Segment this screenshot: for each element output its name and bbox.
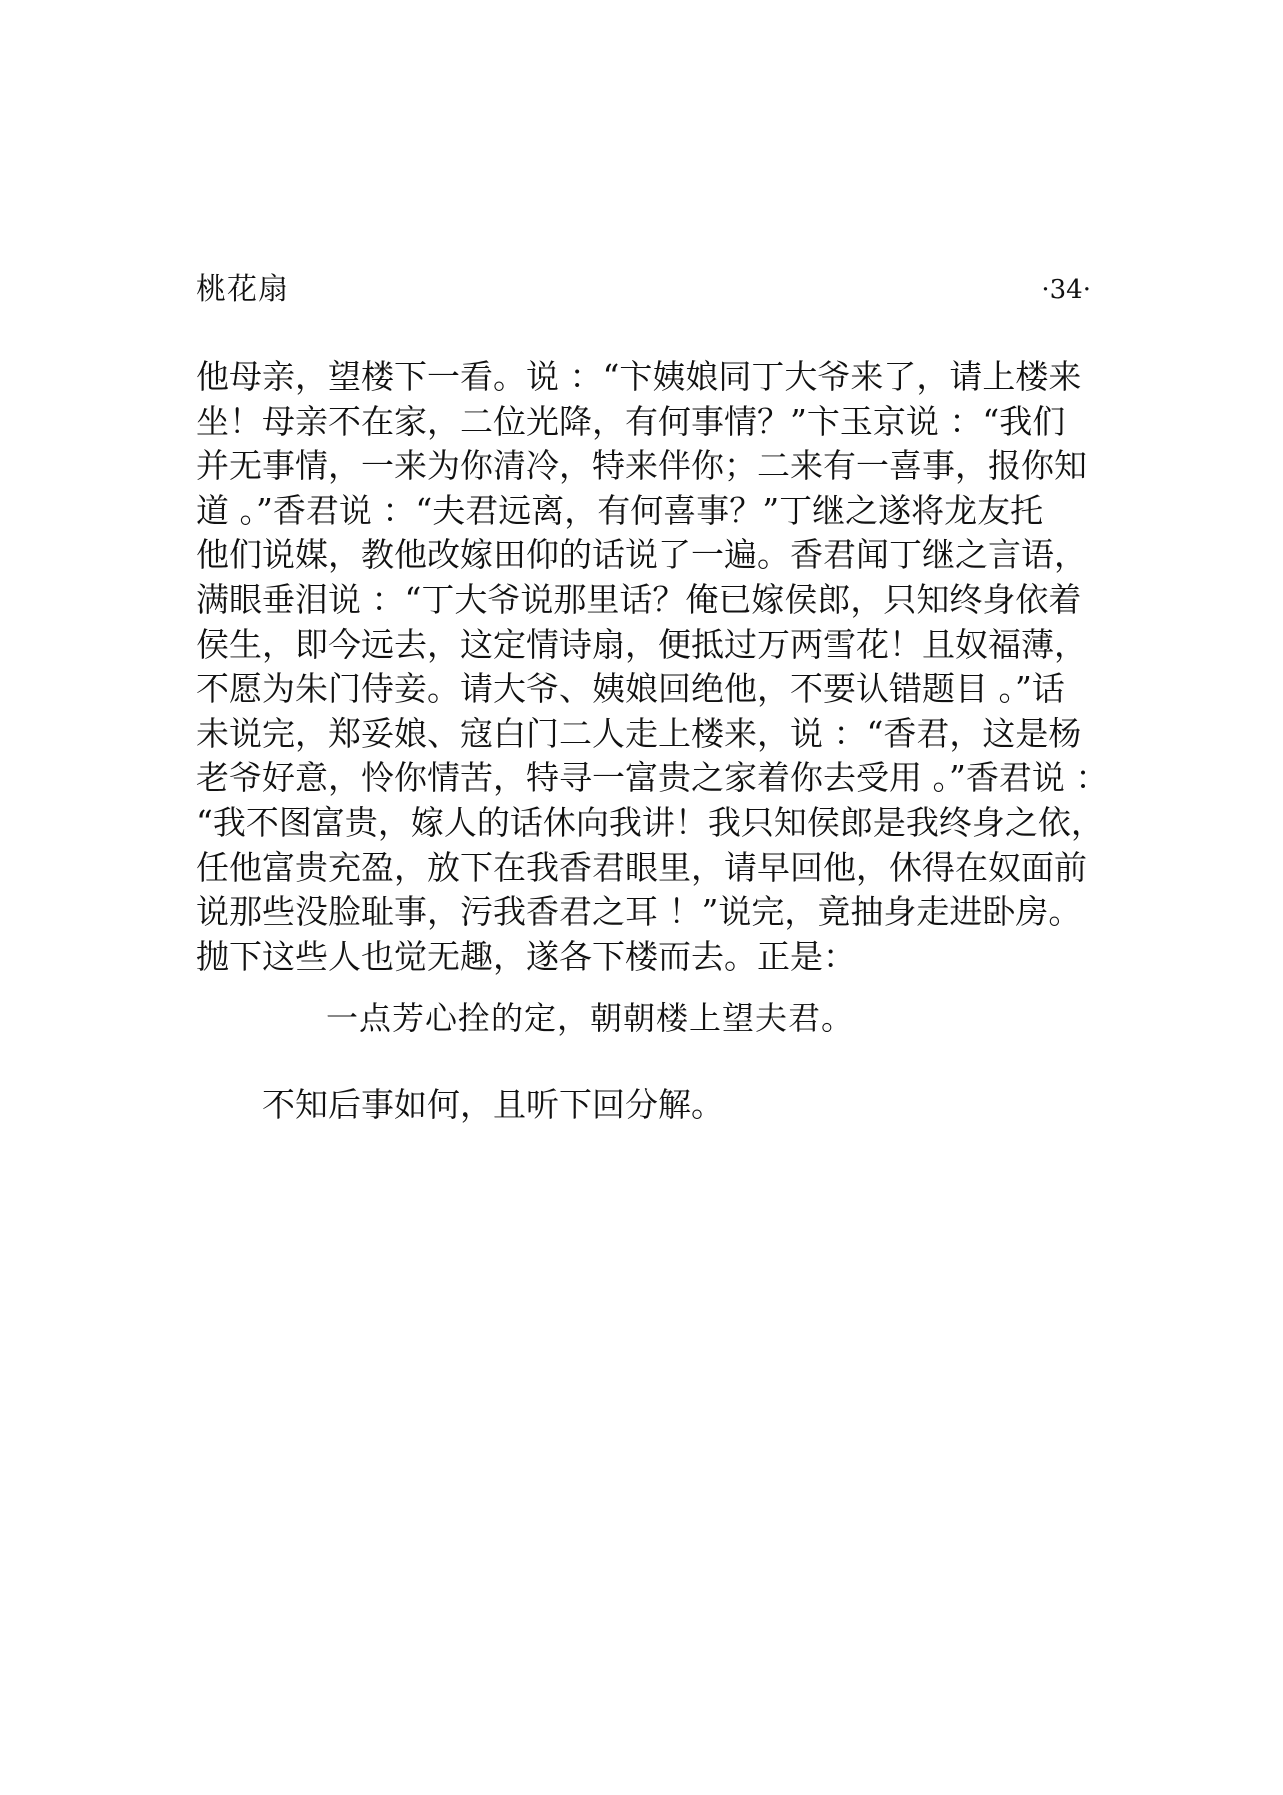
text-line: “我不图富贵，嫁人的话休向我讲！我只知侯郎是我终身之依，	[196, 802, 1104, 842]
text-line: 坐！母亲不在家，二位光降，有何事情？”卞玉京说 ：“我们	[196, 401, 1066, 441]
text-line: 他母亲，望楼下一看。说 ：“卞姨娘同丁大爷来了，请上楼来	[196, 357, 1082, 396]
text-line: 未说完，郑妥娘、寇白门二人走上楼来，说 ：“香君，这是杨	[196, 713, 1082, 753]
text-line: 道 。”香君说 ：“夫君远离，有何喜事？”丁继之遂将龙友托	[196, 490, 1044, 530]
closing-line: 不知后事如何，且听下回分解。	[262, 1085, 724, 1124]
text-line: 老爷好意，怜你情苦，特寻一富贵之家着你去受用 。”香君说 ：	[196, 758, 1109, 798]
poem-couplet: 一点芳心拴的定，朝朝楼上望夫君。	[326, 999, 855, 1037]
text-line: 说那些没脸耻事，污我香君之耳 ！”说完，竟抽身走进卧房。	[196, 892, 1082, 932]
page-number: ·34·	[1041, 275, 1091, 305]
text-line: 他们说媒，教他改嫁田仰的话说了一遍。香君闻丁继之言语，	[196, 535, 1087, 575]
text-line: 任他富贵充盈，放下在我香君眼里，请早回他，休得在奴面前	[196, 847, 1087, 887]
text-line: 抛下这些人也觉无趣，遂各下楼而去。正是：	[196, 936, 856, 976]
text-line: 侯生，即今远去，这定情诗扇，便抵过万两雪花！且奴福薄，	[196, 624, 1087, 664]
text-line: 不愿为朱门侍妾。请大爷、姨娘回绝他，不要认错题目 。”话	[196, 669, 1065, 709]
text-line: 满眼垂泪说 ：“丁大爷说那里话？俺已嫁侯郎，只知终身依着	[196, 579, 1082, 619]
text-line: 并无事情，一来为你清冷，特来伴你；二来有一喜事，报你知	[196, 446, 1087, 486]
book-title: 桃花扇	[196, 272, 289, 307]
body-paragraph	[196, 355, 1116, 979]
page-header	[196, 270, 1091, 310]
